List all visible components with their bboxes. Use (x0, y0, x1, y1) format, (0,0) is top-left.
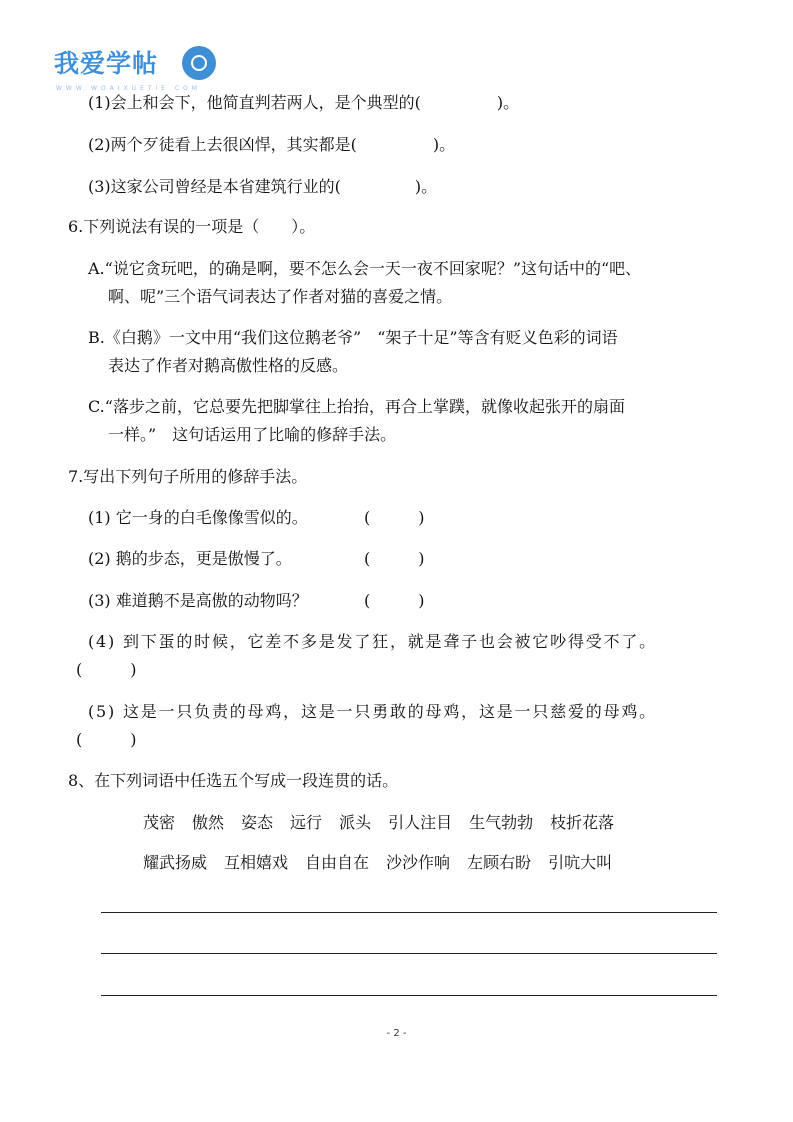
q6-option-a-line1: A.“说它贪玩吧，的确是啊，要不怎么会一天一夜不回家呢？”这句话中的“吧、 (88, 259, 642, 278)
word: 枝折花落 (550, 813, 615, 832)
word: 姿态 (241, 813, 274, 832)
q8-word-row-2 (143, 852, 612, 874)
q7-item-3: (3) 难道鹅不是高傲的动物吗？ (88, 591, 308, 610)
q6-option-a-line2: 啊、呢”三个语气词表达了作者对猫的喜爱之情。 (108, 287, 453, 306)
writing-line[interactable] (101, 912, 717, 913)
word: 生气勃勃 (469, 813, 534, 832)
word: 沙沙作响 (386, 853, 451, 872)
q5-item-3-end: )。 (414, 177, 438, 196)
q7-item-1: (1) 它一身的白毛像像雪似的。 (88, 508, 308, 527)
q8-word-row-1 (143, 812, 614, 834)
logo-circle-icon (182, 46, 216, 80)
word: 派头 (339, 813, 372, 832)
logo-text: 我爱学帖 (54, 49, 159, 78)
q6-stem: 6.下列说法有误的一项是（ ）。 (68, 217, 316, 236)
word: 傲然 (192, 813, 225, 832)
q5-item-2-text: (2)两个歹徒看上去很凶悍，其实都是( (88, 135, 357, 154)
word: 引人注目 (388, 813, 453, 832)
q5-item-3 (88, 176, 437, 198)
q6-option-c-line2: 一样。” 这句话运用了比喻的修辞手法。 (108, 425, 397, 444)
page-number: - 2 - (386, 1028, 407, 1039)
writing-line[interactable] (101, 953, 717, 954)
word: 远行 (290, 813, 323, 832)
word: 引吭大叫 (548, 853, 613, 872)
q7-item-1-answer: ( ) (364, 508, 425, 527)
q7-item-2: (2) 鹅的步态，更是傲慢了。 (88, 549, 292, 568)
q5-item-2-end: )。 (432, 135, 456, 154)
q7-item-5-answer: ( ) (76, 730, 137, 749)
q6-option-b-line1: B.《白鹅》一文中用“我们这位鹅老爷” “架子十足”等含有贬义色彩的词语 (88, 328, 618, 347)
q5-item-2 (88, 134, 455, 156)
q8-stem: 8、在下列词语中任选五个写成一段连贯的话。 (68, 771, 399, 790)
word: 互相嬉戏 (224, 853, 289, 872)
word: 耀武扬威 (143, 853, 208, 872)
q5-item-1-end: )。 (496, 93, 520, 112)
q7-item-4-answer: ( ) (76, 660, 137, 679)
q5-item-1 (88, 92, 519, 114)
q5-item-1-text: (1)会上和会下，他简直判若两人，是个典型的( (88, 93, 421, 112)
q6-option-b-line2: 表达了作者对鹅高傲性格的反感。 (108, 356, 349, 375)
q7-stem: 7.写出下列句子所用的修辞手法。 (68, 467, 308, 486)
word: 自由自在 (305, 853, 370, 872)
word: 茂密 (143, 813, 176, 832)
q7-item-4: (4) 到下蛋的时候，它差不多是发了狂，就是聋子也会被它吵得受不了。 (88, 632, 657, 651)
q7-item-2-answer: ( ) (364, 549, 425, 568)
logo-subtext: WWW.WOAIXUETIE.COM (56, 85, 201, 92)
q7-item-3-answer: ( ) (364, 591, 425, 610)
q7-item-5: (5) 这是一只负责的母鸡，这是一只勇敢的母鸡，这是一只慈爱的母鸡。 (88, 702, 657, 721)
q6-option-c-line1: C.“落步之前，它总要先把脚掌往上抬抬，再合上掌蹼，就像收起张开的扇面 (88, 397, 625, 416)
word: 左顾右盼 (467, 853, 532, 872)
writing-line[interactable] (101, 995, 717, 996)
q5-item-3-text: (3)这家公司曾经是本省建筑行业的( (88, 177, 341, 196)
